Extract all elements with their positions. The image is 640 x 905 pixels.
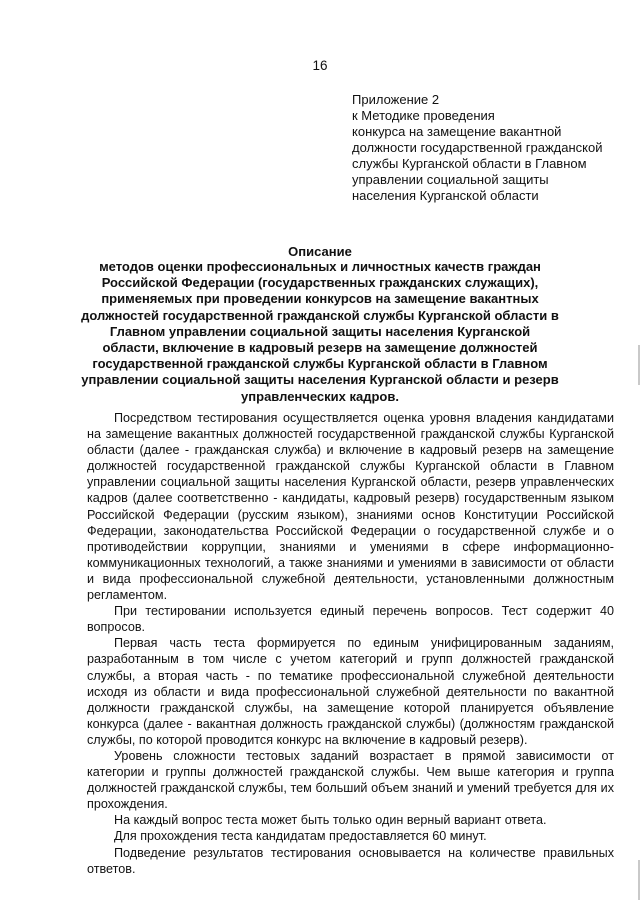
page-number: 16 bbox=[312, 58, 328, 73]
appendix-line: к Методике проведения bbox=[352, 108, 495, 123]
appendix-note bbox=[352, 92, 614, 204]
appendix-line: должности государственной гражданской bbox=[352, 140, 603, 155]
appendix-line: конкурса на замещение вакантной bbox=[352, 124, 562, 139]
appendix-line: населения Курганской области bbox=[352, 188, 539, 203]
document-title: Описание bbox=[288, 244, 352, 259]
body-paragraph: Посредством тестирования осуществляется оценка уровня владения кандидатами на замещение вакантных должностей государственной гражданской службы Курганской области (далее - гражданская служба) и включение в кадровый резерв на замещение должностей государственной гражданской службы Курганской области в Главном управлении социальной защиты населения Курганской области, резерв управленческих кадров (далее соответственно - кандидаты, кадровый резерв) государственным языком Российской Федерации (русским языком), знаниями основ Конституции Российской Федерации, законодательства Российской Федерации о государственной службе и о противодействии коррупции, знаниями и умениями в сфере информационно-коммуникационных технологий, а также знаниями и умениями в зависимости от области и вида профессиональной служебной деятельности, установленными должностным регламентом. bbox=[87, 411, 614, 603]
body-paragraph: На каждый вопрос теста может быть только один верный вариант ответа. bbox=[114, 813, 547, 828]
appendix-line: службы Курганской области в Главном bbox=[352, 156, 587, 171]
body-paragraph: Первая часть теста формируется по единым унифицированным заданиям, разработанным в том числе с учетом категорий и групп должностей гражданской службы, а вторая часть - по тематике профессиональной служебной деятельности исходя из области и вида профессиональной служебной деятельности по вакантной должности гражданской службы, на замещение которой планируется объявление конкурса (далее - вакантная должность гражданской службы) (должностям гражданской службы, по которой проводится конкурс на включение в кадровый резерв). bbox=[87, 636, 614, 747]
appendix-line: Приложение 2 bbox=[352, 92, 440, 107]
appendix-line: управлении социальной защиты bbox=[352, 172, 549, 187]
body-paragraph: Уровень сложности тестовых заданий возрастает в прямой зависимости от категории и группы должностей гражданской службы. Чем выше категория и группа должностей гражданской службы, тем больший объем знаний и умений требуется для их прохождения. bbox=[87, 748, 614, 812]
document-subtitle: методов оценки профессиональных и личностных качеств граждан Российской Федерации (государственных гражданских служащих), применяемых при проведении конкурсов на замещение вакантных должностей государственной гражданской службы Курганской области в Главном управлении социальной защиты населения Курганской области, включение в кадровый резерв на замещение должностей государственной гражданской службы Курганской области в Главном управлении социальной защиты населения Курганской области и резерв управленческих кадров. bbox=[81, 259, 559, 404]
document-body bbox=[87, 410, 614, 877]
body-paragraph: При тестировании используется единый перечень вопросов. Тест содержит 40 вопросов. bbox=[87, 604, 614, 635]
body-paragraph: Для прохождения теста кандидатам предоставляется 60 минут. bbox=[114, 829, 487, 844]
body-paragraph: Подведение результатов тестирования основывается на количестве правильных ответов. bbox=[87, 845, 614, 876]
